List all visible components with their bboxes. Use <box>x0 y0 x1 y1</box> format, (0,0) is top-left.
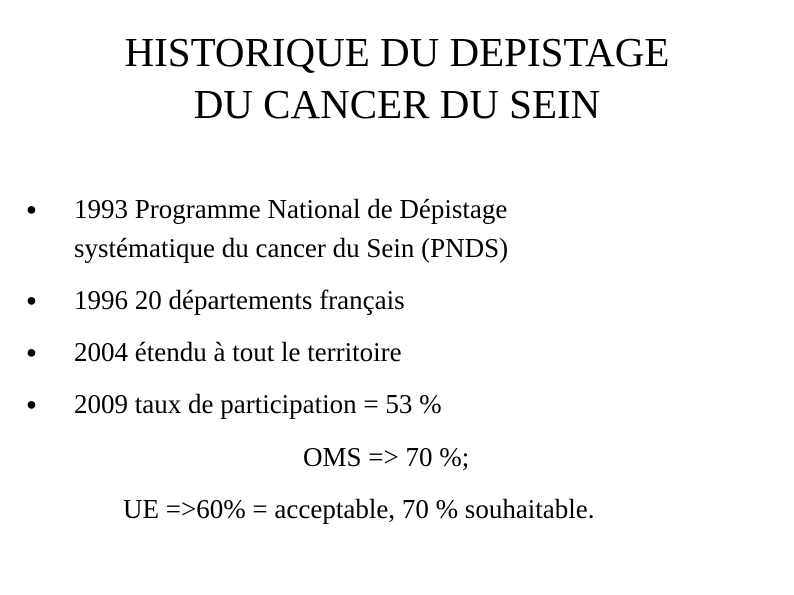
slide-title-line-2: DU CANCER DU SEIN <box>193 81 601 127</box>
bullet-dot-icon: ● <box>26 290 37 310</box>
bullet-dot-icon: ● <box>26 342 37 362</box>
bullet-text-1993-line-1: 1993 Programme National de Dépistage <box>74 194 508 224</box>
bullet-text-1993-line-2: systématique du cancer du Sein (PNDS) <box>74 233 509 263</box>
slide-title-line-1: HISTORIQUE DU DEPISTAGE <box>124 29 670 75</box>
bullet-text-2004: 2004 étendu à tout le territoire <box>74 337 402 367</box>
ue-target-note: UE =>60% = acceptable, 70 % souhaitable. <box>123 494 595 524</box>
bullet-text-2009: 2009 taux de participation = 53 % <box>74 389 442 419</box>
bullet-dot-icon: ● <box>26 394 37 414</box>
bullet-dot-icon: ● <box>26 199 37 219</box>
bullet-text-1993 <box>74 190 508 268</box>
oms-target-note: OMS => 70 %; <box>303 442 470 472</box>
bullet-text-1996: 1996 20 départements français <box>74 285 405 315</box>
